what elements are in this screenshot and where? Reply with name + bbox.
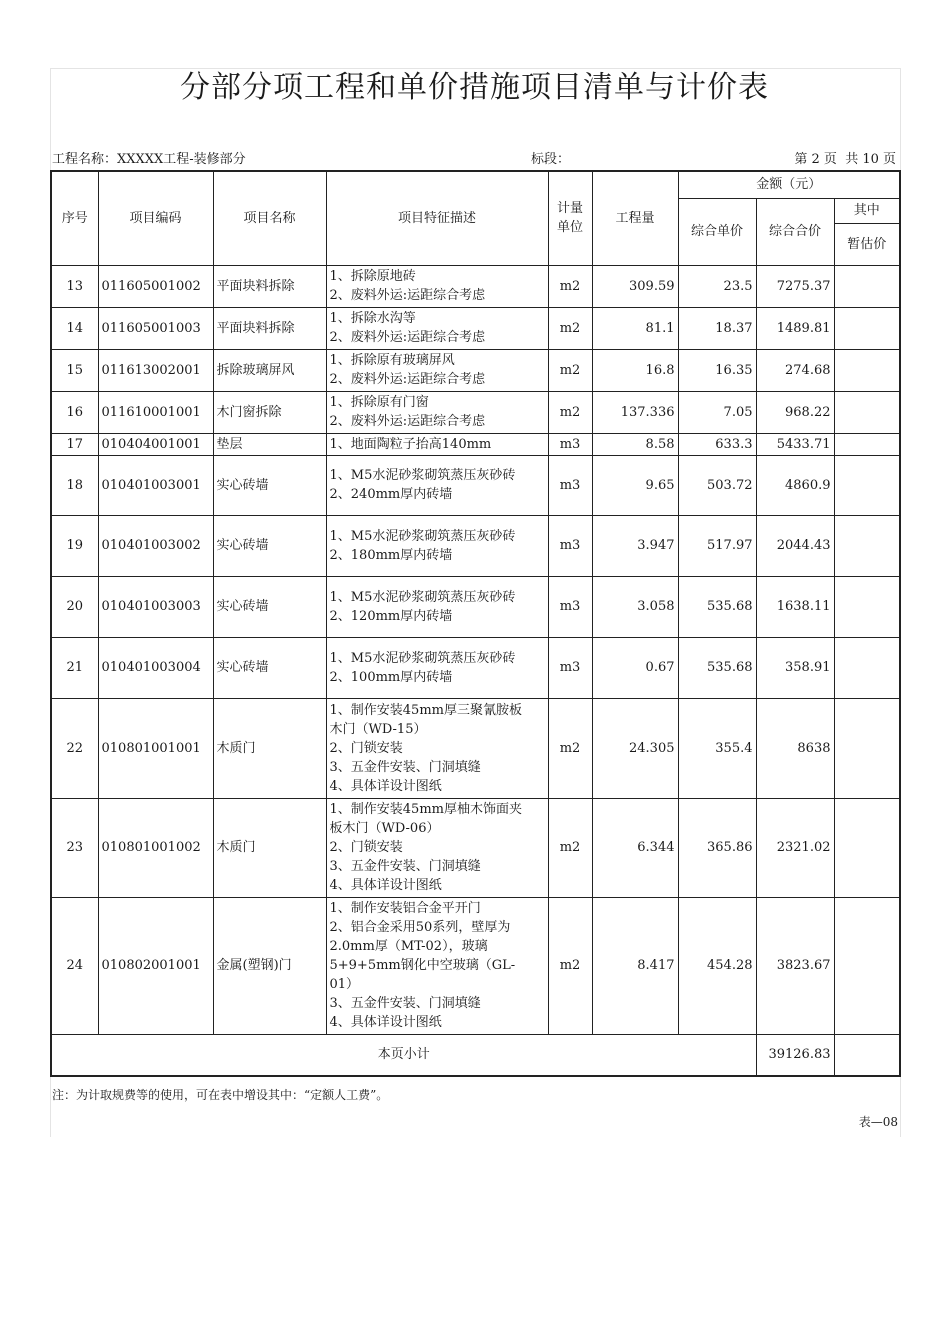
cell-unit-price: 16.35 (678, 349, 756, 391)
desc-line: 2、铝合金采用50系列，壁厚为 (329, 920, 511, 935)
desc-line: 1、拆除原地砖 (329, 269, 416, 284)
subtotal-row (51, 1034, 900, 1076)
cell-unit-price: 633.3 (678, 433, 756, 455)
header-amount: 金额（元） (678, 171, 900, 198)
cell-code: 010802001001 (98, 897, 213, 1034)
cell-unit-price: 503.72 (678, 455, 756, 515)
desc-line: 2、废料外运:运距综合考虑 (329, 372, 486, 387)
desc-line: 2、240mm厚内砖墙 (329, 487, 453, 502)
cell-seq: 21 (51, 637, 98, 698)
cell-seq: 24 (51, 897, 98, 1034)
header-unit: 计量 单位 (548, 171, 592, 265)
desc-line: 1、地面陶粒子抬高140mm (329, 436, 492, 452)
cell-unit: m2 (548, 698, 592, 798)
cell-total: 358.91 (756, 637, 834, 698)
cell-code: 010401003001 (98, 455, 213, 515)
cell-name: 实心砖墙 (213, 455, 326, 515)
cell-seq: 22 (51, 698, 98, 798)
desc-line: 2、100mm厚内砖墙 (329, 669, 453, 685)
cell-unit: m3 (548, 515, 592, 576)
cell-seq: 20 (51, 576, 98, 637)
cell-unit: m2 (548, 307, 592, 349)
cell-name: 平面块料拆除 (213, 307, 326, 349)
cell-unit: m2 (548, 897, 592, 1034)
desc-line: 4、具体详设计图纸 (329, 878, 442, 893)
desc-line: 1、拆除原有玻璃屏风 (329, 353, 455, 368)
cell-desc (326, 349, 548, 391)
cell-name: 木质门 (213, 798, 326, 897)
cell-name: 木门窗拆除 (213, 391, 326, 433)
cell-unit: m3 (548, 576, 592, 637)
table-row (51, 576, 900, 637)
header-seq: 序号 (51, 171, 98, 265)
cell-seq: 15 (51, 349, 98, 391)
cell-unit-price: 355.4 (678, 698, 756, 798)
desc-line: 3、五金件安装、门洞填缝 (329, 859, 481, 874)
cell-total: 3823.67 (756, 897, 834, 1034)
cell-unit: m2 (548, 265, 592, 307)
cell-total: 5433.71 (756, 433, 834, 455)
cell-provisional (834, 798, 900, 897)
cell-provisional (834, 307, 900, 349)
cell-qty: 8.58 (592, 433, 678, 455)
desc-line: 4、具体详设计图纸 (329, 1015, 442, 1030)
cell-seq: 19 (51, 515, 98, 576)
cell-seq: 18 (51, 455, 98, 515)
cell-code: 010801001001 (98, 698, 213, 798)
table-row (51, 637, 900, 698)
subtotal-label: 本页小计 (51, 1034, 756, 1076)
desc-line: 2、180mm厚内砖墙 (329, 547, 453, 563)
cell-unit-price: 7.05 (678, 391, 756, 433)
page-title: 分部分项工程和单价措施项目清单与计价表 (180, 70, 769, 105)
cell-provisional (834, 515, 900, 576)
cell-total: 1638.11 (756, 576, 834, 637)
table-row (51, 698, 900, 798)
desc-line: 2、120mm厚内砖墙 (329, 608, 453, 624)
desc-line: 2、门锁安装 (329, 740, 403, 756)
desc-line: 5+9+5mm钢化中空玻璃（GL- (329, 958, 516, 973)
cell-total: 7275.37 (756, 265, 834, 307)
cell-code: 010801001002 (98, 798, 213, 897)
cell-qty: 24.305 (592, 698, 678, 798)
header-code: 项目编码 (98, 171, 213, 265)
header-provisional: 暂估价 (834, 223, 900, 265)
cell-qty: 137.336 (592, 391, 678, 433)
cell-provisional (834, 698, 900, 798)
cell-qty: 8.417 (592, 897, 678, 1034)
table-row (51, 798, 900, 897)
cell-desc (326, 897, 548, 1034)
cell-unit-price: 23.5 (678, 265, 756, 307)
cell-unit: m2 (548, 349, 592, 391)
table-row (51, 265, 900, 307)
cell-unit-price: 365.86 (678, 798, 756, 897)
subtotal-provisional (834, 1034, 900, 1076)
cell-provisional (834, 349, 900, 391)
desc-line: 2、废料外运:运距综合考虑 (329, 414, 486, 429)
cell-seq: 13 (51, 265, 98, 307)
cell-total: 2321.02 (756, 798, 834, 897)
cell-unit-price: 454.28 (678, 897, 756, 1034)
cell-provisional (834, 391, 900, 433)
cell-unit-price: 535.68 (678, 637, 756, 698)
table-row (51, 433, 900, 455)
cell-code: 011605001003 (98, 307, 213, 349)
desc-line: 1、M5水泥砂浆砌筑蒸压灰砂砖 (329, 528, 516, 544)
cell-total: 1489.81 (756, 307, 834, 349)
table-row (51, 515, 900, 576)
cell-unit-price: 535.68 (678, 576, 756, 637)
cell-seq: 23 (51, 798, 98, 897)
cell-total: 4860.9 (756, 455, 834, 515)
cell-qty: 0.67 (592, 637, 678, 698)
cell-qty: 309.59 (592, 265, 678, 307)
desc-line: 3、五金件安装、门洞填缝 (329, 759, 481, 775)
cell-code: 011605001002 (98, 265, 213, 307)
cell-unit: m3 (548, 433, 592, 455)
desc-line: 板木门（WD-06） (329, 821, 440, 836)
cell-qty: 6.344 (592, 798, 678, 897)
desc-line: 2、废料外运:运距综合考虑 (329, 288, 486, 303)
cell-provisional (834, 897, 900, 1034)
desc-line: 1、制作安装45mm厚柚木饰面夹 (329, 802, 522, 817)
cell-name: 实心砖墙 (213, 576, 326, 637)
desc-line: 1、M5水泥砂浆砌筑蒸压灰砂砖 (329, 589, 516, 605)
header-unit-price: 综合单价 (678, 198, 756, 265)
cell-code: 010401003002 (98, 515, 213, 576)
cell-desc (326, 515, 548, 576)
desc-line: 2.0mm厚（MT-02），玻璃 (329, 939, 488, 954)
cell-provisional (834, 433, 900, 455)
cell-name: 实心砖墙 (213, 515, 326, 576)
cell-unit: m2 (548, 798, 592, 897)
cell-total: 274.68 (756, 349, 834, 391)
header-of-which: 其中 (834, 198, 900, 223)
cell-desc (326, 698, 548, 798)
cell-total: 968.22 (756, 391, 834, 433)
cell-code: 011610001001 (98, 391, 213, 433)
cell-provisional (834, 455, 900, 515)
table-row (51, 307, 900, 349)
desc-line: 1、拆除原有门窗 (329, 395, 429, 410)
cell-qty: 16.8 (592, 349, 678, 391)
cell-desc (326, 455, 548, 515)
cell-qty: 3.947 (592, 515, 678, 576)
cell-code: 010401003004 (98, 637, 213, 698)
header-total: 综合合价 (756, 198, 834, 265)
desc-line: 4、具体详设计图纸 (329, 778, 442, 794)
cell-provisional (834, 637, 900, 698)
desc-line: 3、五金件安装、门洞填缝 (329, 996, 481, 1011)
header-name: 项目名称 (213, 171, 326, 265)
cell-name: 拆除玻璃屏风 (213, 349, 326, 391)
cell-name: 平面块料拆除 (213, 265, 326, 307)
desc-line: 1、M5水泥砂浆砌筑蒸压灰砂砖 (329, 650, 516, 666)
desc-line: 1、制作安装45mm厚三聚氰胺板 (329, 702, 522, 718)
footnote: 注：为计取规费等的使用，可在表中增设其中：“定额人工费”。 (52, 1088, 389, 1102)
cell-desc (326, 433, 548, 455)
form-number: 表—08 (858, 1115, 898, 1129)
cell-desc (326, 637, 548, 698)
subtotal-total: 39126.83 (756, 1034, 834, 1076)
table-row (51, 897, 900, 1034)
project-name: 工程名称：XXXXX工程-装修部分 (52, 152, 246, 167)
cell-total: 8638 (756, 698, 834, 798)
cell-provisional (834, 576, 900, 637)
cell-unit-price: 18.37 (678, 307, 756, 349)
cell-code: 010401003003 (98, 576, 213, 637)
cell-seq: 16 (51, 391, 98, 433)
cell-desc (326, 265, 548, 307)
table-row (51, 349, 900, 391)
desc-line: 01） (329, 977, 360, 992)
desc-line: 1、M5水泥砂浆砌筑蒸压灰砂砖 (329, 468, 516, 483)
header-desc: 项目特征描述 (326, 171, 548, 265)
table-row (51, 391, 900, 433)
pricing-table (50, 170, 901, 1077)
cell-seq: 17 (51, 433, 98, 455)
header-qty: 工程量 (592, 171, 678, 265)
cell-code: 011613002001 (98, 349, 213, 391)
cell-total: 2044.43 (756, 515, 834, 576)
table-row (51, 455, 900, 515)
cell-desc (326, 576, 548, 637)
desc-line: 2、门锁安装 (329, 840, 403, 855)
desc-line: 木门（WD-15） (329, 721, 427, 737)
desc-line: 2、废料外运:运距综合考虑 (329, 330, 486, 345)
cell-name: 实心砖墙 (213, 637, 326, 698)
cell-name: 金属(塑钢)门 (213, 897, 326, 1034)
cell-unit: m2 (548, 391, 592, 433)
cell-qty: 81.1 (592, 307, 678, 349)
cell-qty: 9.65 (592, 455, 678, 515)
cell-provisional (834, 265, 900, 307)
cell-name: 垫层 (213, 433, 326, 455)
desc-line: 1、拆除水沟等 (329, 311, 416, 326)
cell-unit-price: 517.97 (678, 515, 756, 576)
desc-line: 1、制作安装铝合金平开门 (329, 901, 481, 916)
page-number: 第 2 页 共 10 页 (794, 152, 896, 167)
cell-unit: m3 (548, 637, 592, 698)
cell-seq: 14 (51, 307, 98, 349)
section-label: 标段： (531, 152, 571, 167)
cell-desc (326, 307, 548, 349)
cell-unit: m3 (548, 455, 592, 515)
cell-desc (326, 391, 548, 433)
cell-desc (326, 798, 548, 897)
cell-code: 010404001001 (98, 433, 213, 455)
cell-qty: 3.058 (592, 576, 678, 637)
cell-name: 木质门 (213, 698, 326, 798)
